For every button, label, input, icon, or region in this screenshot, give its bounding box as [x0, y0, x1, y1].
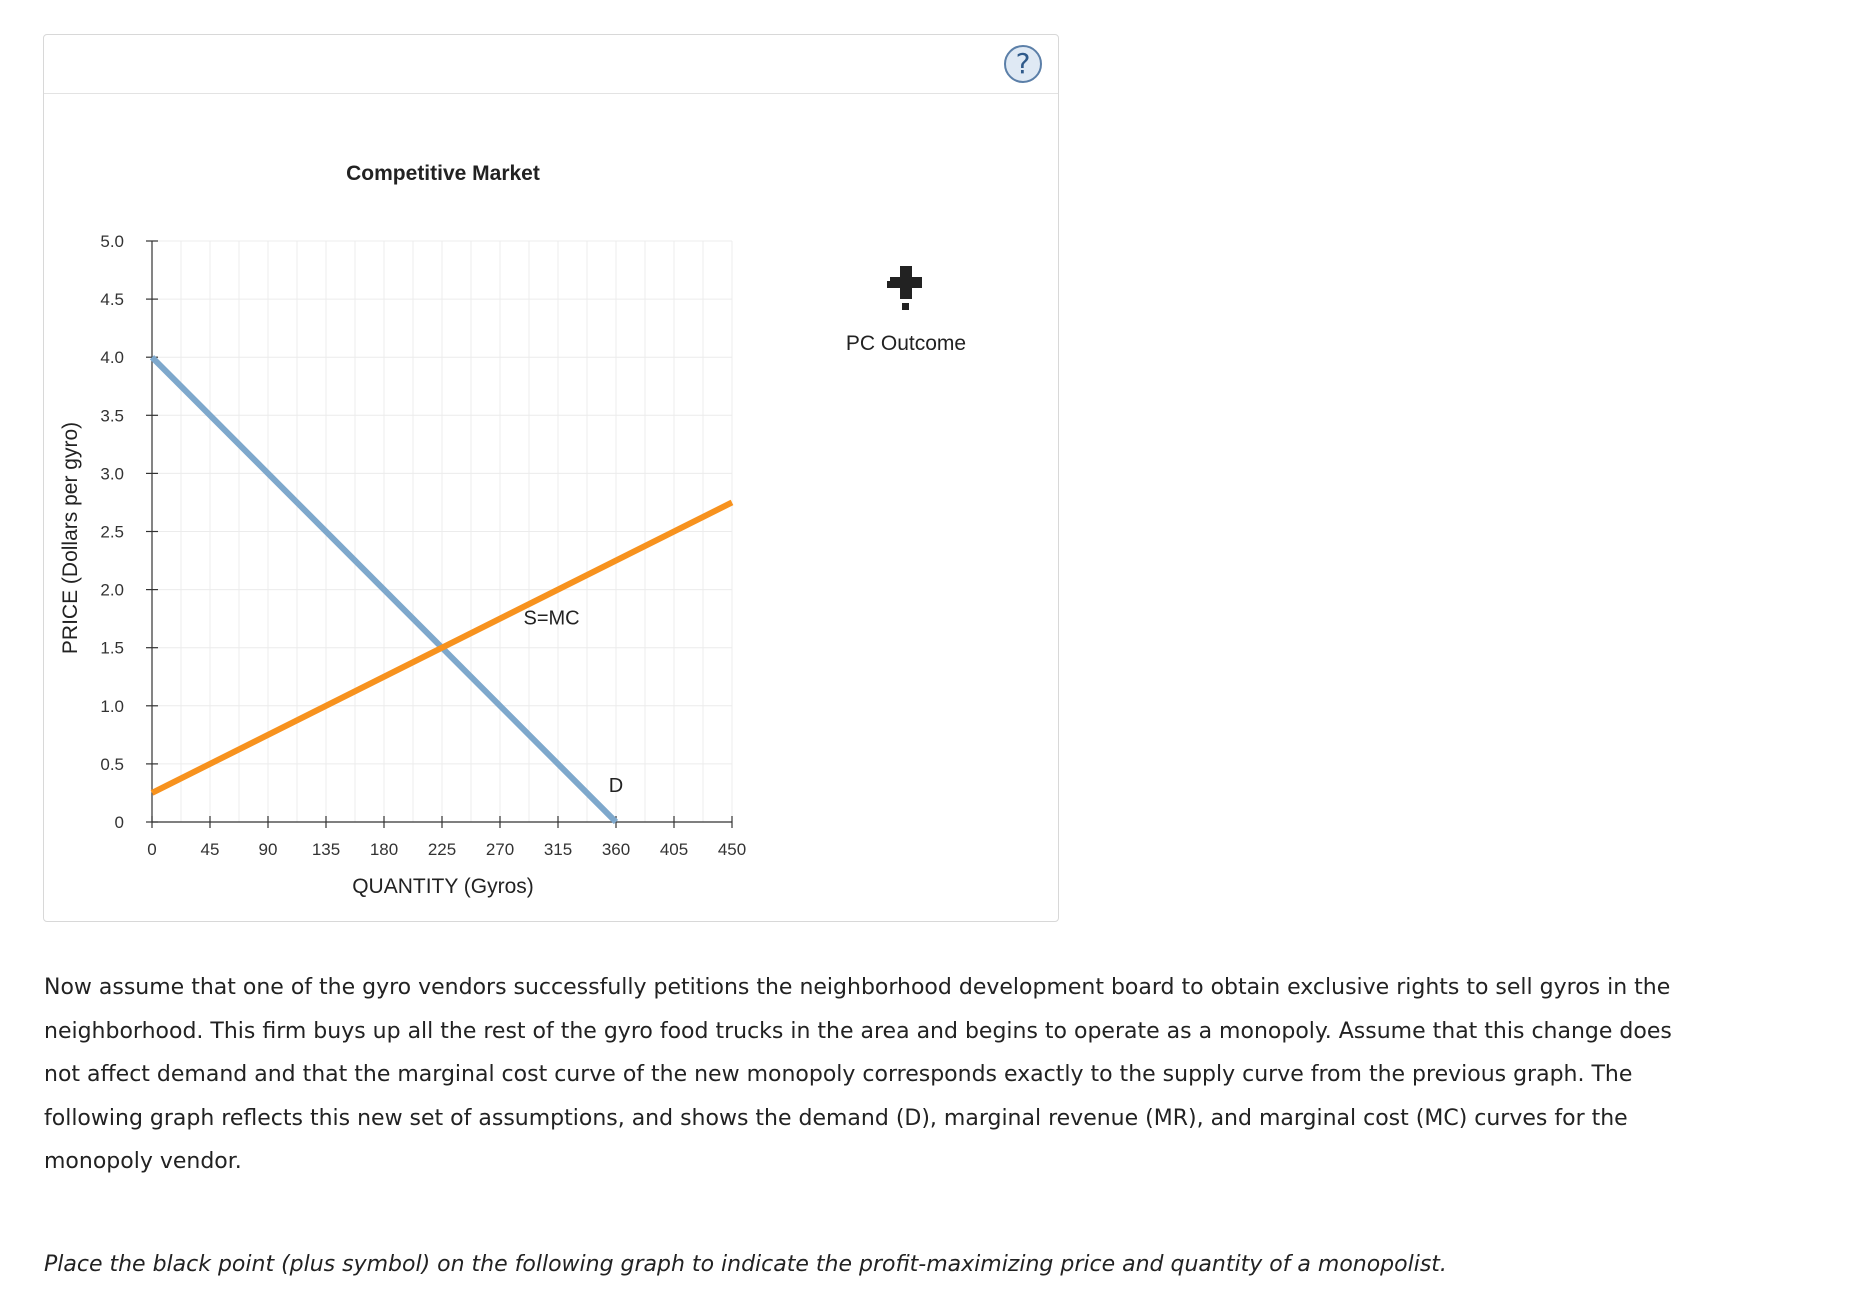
x-tick-label: 0	[147, 840, 157, 859]
y-tick-label: 2.5	[100, 522, 124, 542]
y-tick-label: 3.5	[100, 406, 124, 426]
chart-axes	[146, 241, 732, 828]
demand-curve-label: D	[608, 774, 624, 797]
y-tick-label: 1.5	[100, 638, 124, 658]
x-tick-label: 450	[717, 840, 747, 859]
y-tick-label: 1.0	[100, 696, 124, 716]
x-tick-label: 360	[601, 840, 631, 859]
y-axis-label: PRICE (Dollars per gyro)	[59, 421, 82, 655]
x-tick-label: 45	[200, 840, 220, 859]
chart-title: Competitive Market	[346, 162, 540, 185]
y-tick-label: 5.0	[100, 232, 124, 251]
plus-marker-icon[interactable]	[887, 266, 922, 310]
y-tick-label: 3.0	[100, 464, 124, 484]
instruction-text: Place the black point (plus symbol) on the following graph to indicate the profit-maximizing price and quantity of a monopolist.	[44, 1252, 1447, 1277]
pc-outcome-label: PC Outcome	[845, 332, 967, 355]
y-tick-label: 2.0	[100, 580, 124, 600]
x-tick-label: 90	[258, 840, 278, 859]
x-tick-label: 270	[485, 840, 515, 859]
x-tick-label: 180	[369, 840, 399, 859]
help-icon[interactable]: ?	[1004, 45, 1042, 83]
supply-curve-label: S=MC	[523, 607, 580, 630]
description-paragraph: Now assume that one of the gyro vendors successfully petitions the neighborhood development board to obtain exclusive rights to sell gyros in the neighborhood. This firm buys up all the rest of the gyro food trucks in the area and begins to operate as a monopoly. Assume that this change does not affect demand and that the marginal cost curve of the new monopoly corresponds exactly to the supply curve from the previous graph. The following graph reflects this new set of assumptions, and shows the demand (D), marginal revenue (MR), and marginal cost (MC) curves for the monopoly vendor.	[44, 975, 1672, 1174]
y-tick-label: 4.0	[100, 348, 124, 368]
y-tick-label: 0.5	[100, 754, 124, 774]
x-tick-label: 135	[311, 840, 341, 859]
x-tick-label: 315	[543, 840, 573, 859]
x-tick-label: 225	[427, 840, 457, 859]
x-axis-label: QUANTITY (Gyros)	[352, 875, 534, 898]
chart-grid	[152, 241, 732, 822]
y-tick-label: 4.5	[100, 290, 124, 310]
x-tick-label: 405	[659, 840, 689, 859]
y-tick-label: 0	[114, 813, 124, 832]
